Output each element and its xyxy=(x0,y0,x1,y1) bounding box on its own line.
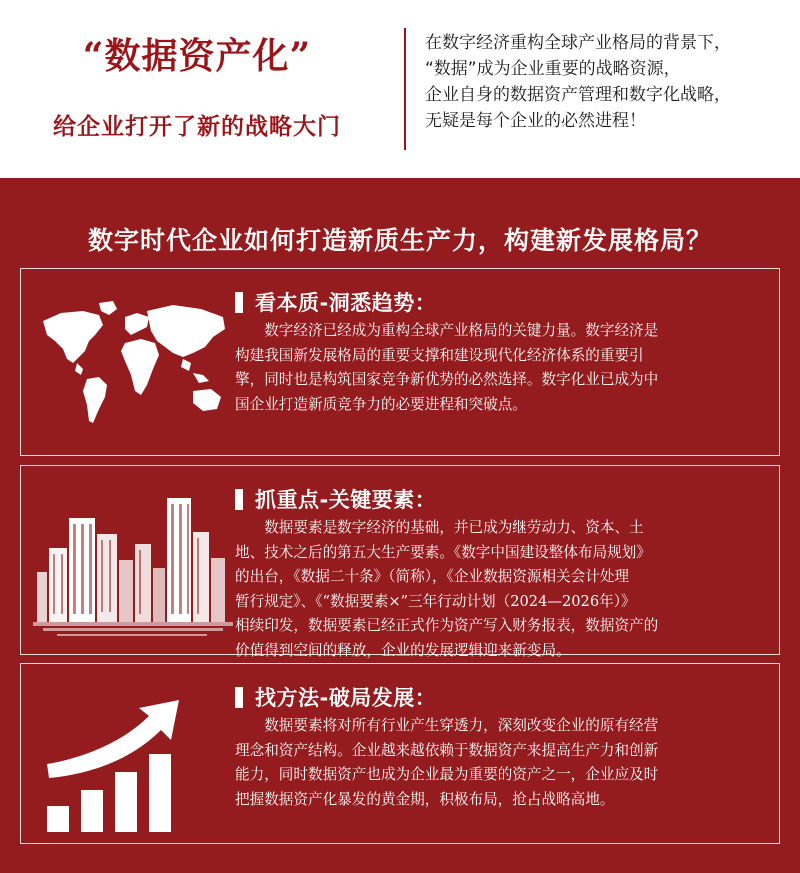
section-heading: 找方法-破局发展： xyxy=(255,686,437,710)
body-line: 理念和资产结构。企业越来越依赖于数据资产来提高生产力和创新 xyxy=(235,741,659,759)
body-line: 数据要素将对所有行业产生穿透力，深刻改变企业的原有经营 xyxy=(235,717,659,734)
body-line: 把握数据资产化暴发的黄金期，积极布局，抢占战略高地。 xyxy=(235,790,615,808)
section-heading: 抓重点-关键要素： xyxy=(255,488,437,512)
growth-chart-icon xyxy=(33,686,233,846)
description-line: “数据”成为企业重要的战略资源， xyxy=(425,59,681,79)
header-divider xyxy=(404,28,406,150)
section-heading: 看本质-洞悉趋势： xyxy=(255,291,437,315)
heading-bar xyxy=(235,687,243,708)
section-key-elements xyxy=(20,465,780,659)
body-line: 暂行规定》、《“数据要素×”三年行动计划（2024—2026年）》 xyxy=(235,592,636,610)
body-line: 地、技术之后的第五大生产要素。《数字中国建设整体布局规划》 xyxy=(235,543,651,561)
section-body xyxy=(235,714,769,812)
section-body xyxy=(235,319,769,417)
section-header xyxy=(235,287,436,317)
body-line: 数字经济已经成为重构全球产业格局的关键力量。数字经济是 xyxy=(235,322,659,339)
body-line: 价值得到空间的释放，企业的发展逻辑迎来新变局。 xyxy=(235,641,571,659)
body-line: 构建我国新发展格局的重要支撑和建设现代化经济体系的重要引 xyxy=(235,346,644,364)
section-method xyxy=(20,663,780,844)
world-map-icon xyxy=(33,291,233,451)
header-title: “数据资产化” xyxy=(82,35,312,77)
header xyxy=(0,0,800,178)
description-line: 无疑是每个企业的必然进程！ xyxy=(425,111,646,131)
body-line: 的出台，《数据二十条》（简称），《企业数据资源相关会计处理 xyxy=(235,568,630,585)
header-subtitle: 给企业打开了新的战略大门 xyxy=(53,114,341,140)
description-line: 在数字经济重构全球产业格局的背景下， xyxy=(425,33,731,53)
main-title: 数字时代企业如何打造新质生产力，构建新发展格局？ xyxy=(87,226,712,255)
section-header xyxy=(235,484,436,514)
section-body xyxy=(235,516,769,663)
header-description xyxy=(425,30,795,134)
heading-bar xyxy=(235,292,243,313)
body-line: 相续印发，数据要素已经正式作为资产写入财务报表，数据资产的 xyxy=(235,617,659,634)
description-line: 企业自身的数据资产管理和数字化战略， xyxy=(425,85,731,105)
body-line: 数据要素是数字经济的基础，并已成为继劳动力、资本、土 xyxy=(235,519,644,536)
content-panel xyxy=(0,178,800,873)
section-header xyxy=(235,682,436,712)
section-essence xyxy=(20,268,780,456)
heading-bar xyxy=(235,489,243,510)
city-buildings-icon xyxy=(33,488,233,648)
body-line: 国企业打造新质竞争力的必要进程和突破点。 xyxy=(235,395,527,413)
body-line: 能力，同时数据资产也成为企业最为重要的资产之一，企业应及时 xyxy=(235,766,659,783)
body-line: 擎，同时也是构筑国家竞争新优势的必然选择。数字化业已成为中 xyxy=(235,371,659,388)
